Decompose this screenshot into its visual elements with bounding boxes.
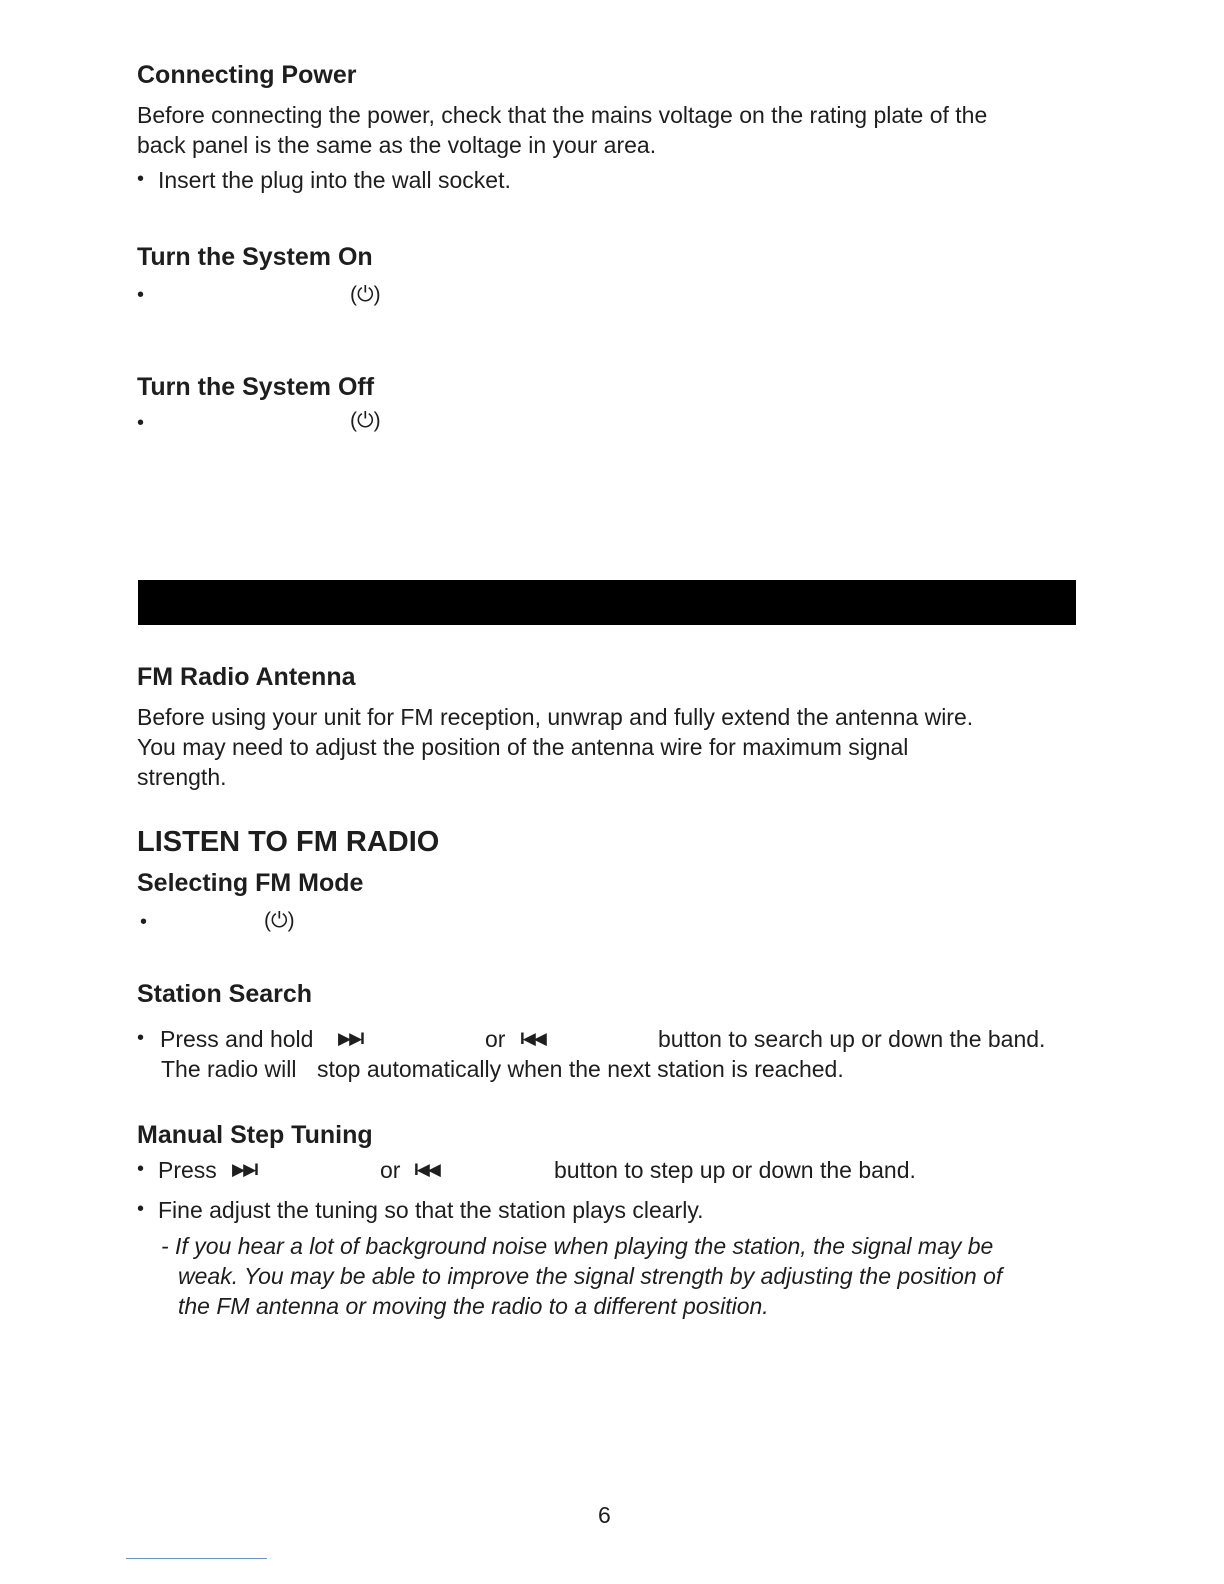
section-header-band	[138, 580, 1076, 625]
paragraph-line: Before connecting the power, check that the mains voltage on the rating plate of the	[137, 102, 988, 128]
paragraph-line: You may need to adjust the position of the antenna wire for maximum signal	[137, 734, 909, 760]
power-icon: (⏻)	[350, 409, 381, 432]
paragraph-line: The radio will	[161, 1056, 297, 1082]
skip-back-icon: I◀◀	[520, 1029, 545, 1048]
paragraph-line: Before using your unit for FM reception, unwrap and fully extend the antenna wire.	[137, 704, 974, 730]
inline-text: or	[485, 1026, 506, 1052]
page-number: 6	[598, 1502, 611, 1528]
note-line: - If you hear a lot of background noise when playing the station, the signal may be	[161, 1233, 994, 1259]
section-title-manual-tuning: Manual Step Tuning	[137, 1121, 373, 1149]
bullet-marker: •	[137, 1027, 145, 1049]
bullet-marker: •	[140, 911, 148, 933]
section-title-turn-off: Turn the System Off	[137, 373, 375, 401]
bullet-marker: •	[137, 1158, 145, 1180]
section-title-selecting-fm: Selecting FM Mode	[137, 869, 364, 897]
skip-forward-icon: ▶▶I	[338, 1029, 363, 1048]
paragraph-line: stop automatically when the next station is reached.	[317, 1056, 844, 1082]
bullet-marker: •	[137, 1198, 145, 1220]
section-title-turn-on: Turn the System On	[137, 243, 373, 271]
skip-forward-icon: ▶▶I	[232, 1160, 257, 1179]
inline-text: button to step up or down the band.	[554, 1157, 916, 1183]
inline-text: button to search up or down the band.	[658, 1026, 1046, 1052]
note-line: weak. You may be able to improve the signal strength by adjusting the position of	[178, 1263, 1003, 1289]
bullet-text: Insert the plug into the wall socket.	[158, 167, 511, 193]
bullet-marker: •	[137, 412, 145, 434]
bullet-text: Press and hold	[160, 1026, 314, 1052]
bullet-text: Fine adjust the tuning so that the station plays clearly.	[158, 1197, 704, 1223]
section-title-station-search: Station Search	[137, 980, 313, 1008]
section-title-fm-antenna: FM Radio Antenna	[137, 663, 356, 691]
skip-back-icon: I◀◀	[414, 1160, 439, 1179]
chapter-title-listen-fm: LISTEN TO FM RADIO	[137, 826, 440, 858]
power-icon: (⏻)	[350, 283, 381, 306]
footer-rule	[126, 1558, 267, 1559]
power-icon: (⏻)	[264, 909, 295, 932]
note-line: the FM antenna or moving the radio to a different position.	[178, 1293, 769, 1319]
inline-text: or	[380, 1157, 401, 1183]
bullet-text: Press	[158, 1157, 217, 1183]
bullet-marker: •	[137, 284, 145, 306]
paragraph-line: strength.	[137, 764, 227, 790]
bullet-marker: •	[137, 168, 145, 190]
paragraph-line: back panel is the same as the voltage in your area.	[137, 132, 657, 158]
section-title-connecting-power: Connecting Power	[137, 61, 357, 89]
